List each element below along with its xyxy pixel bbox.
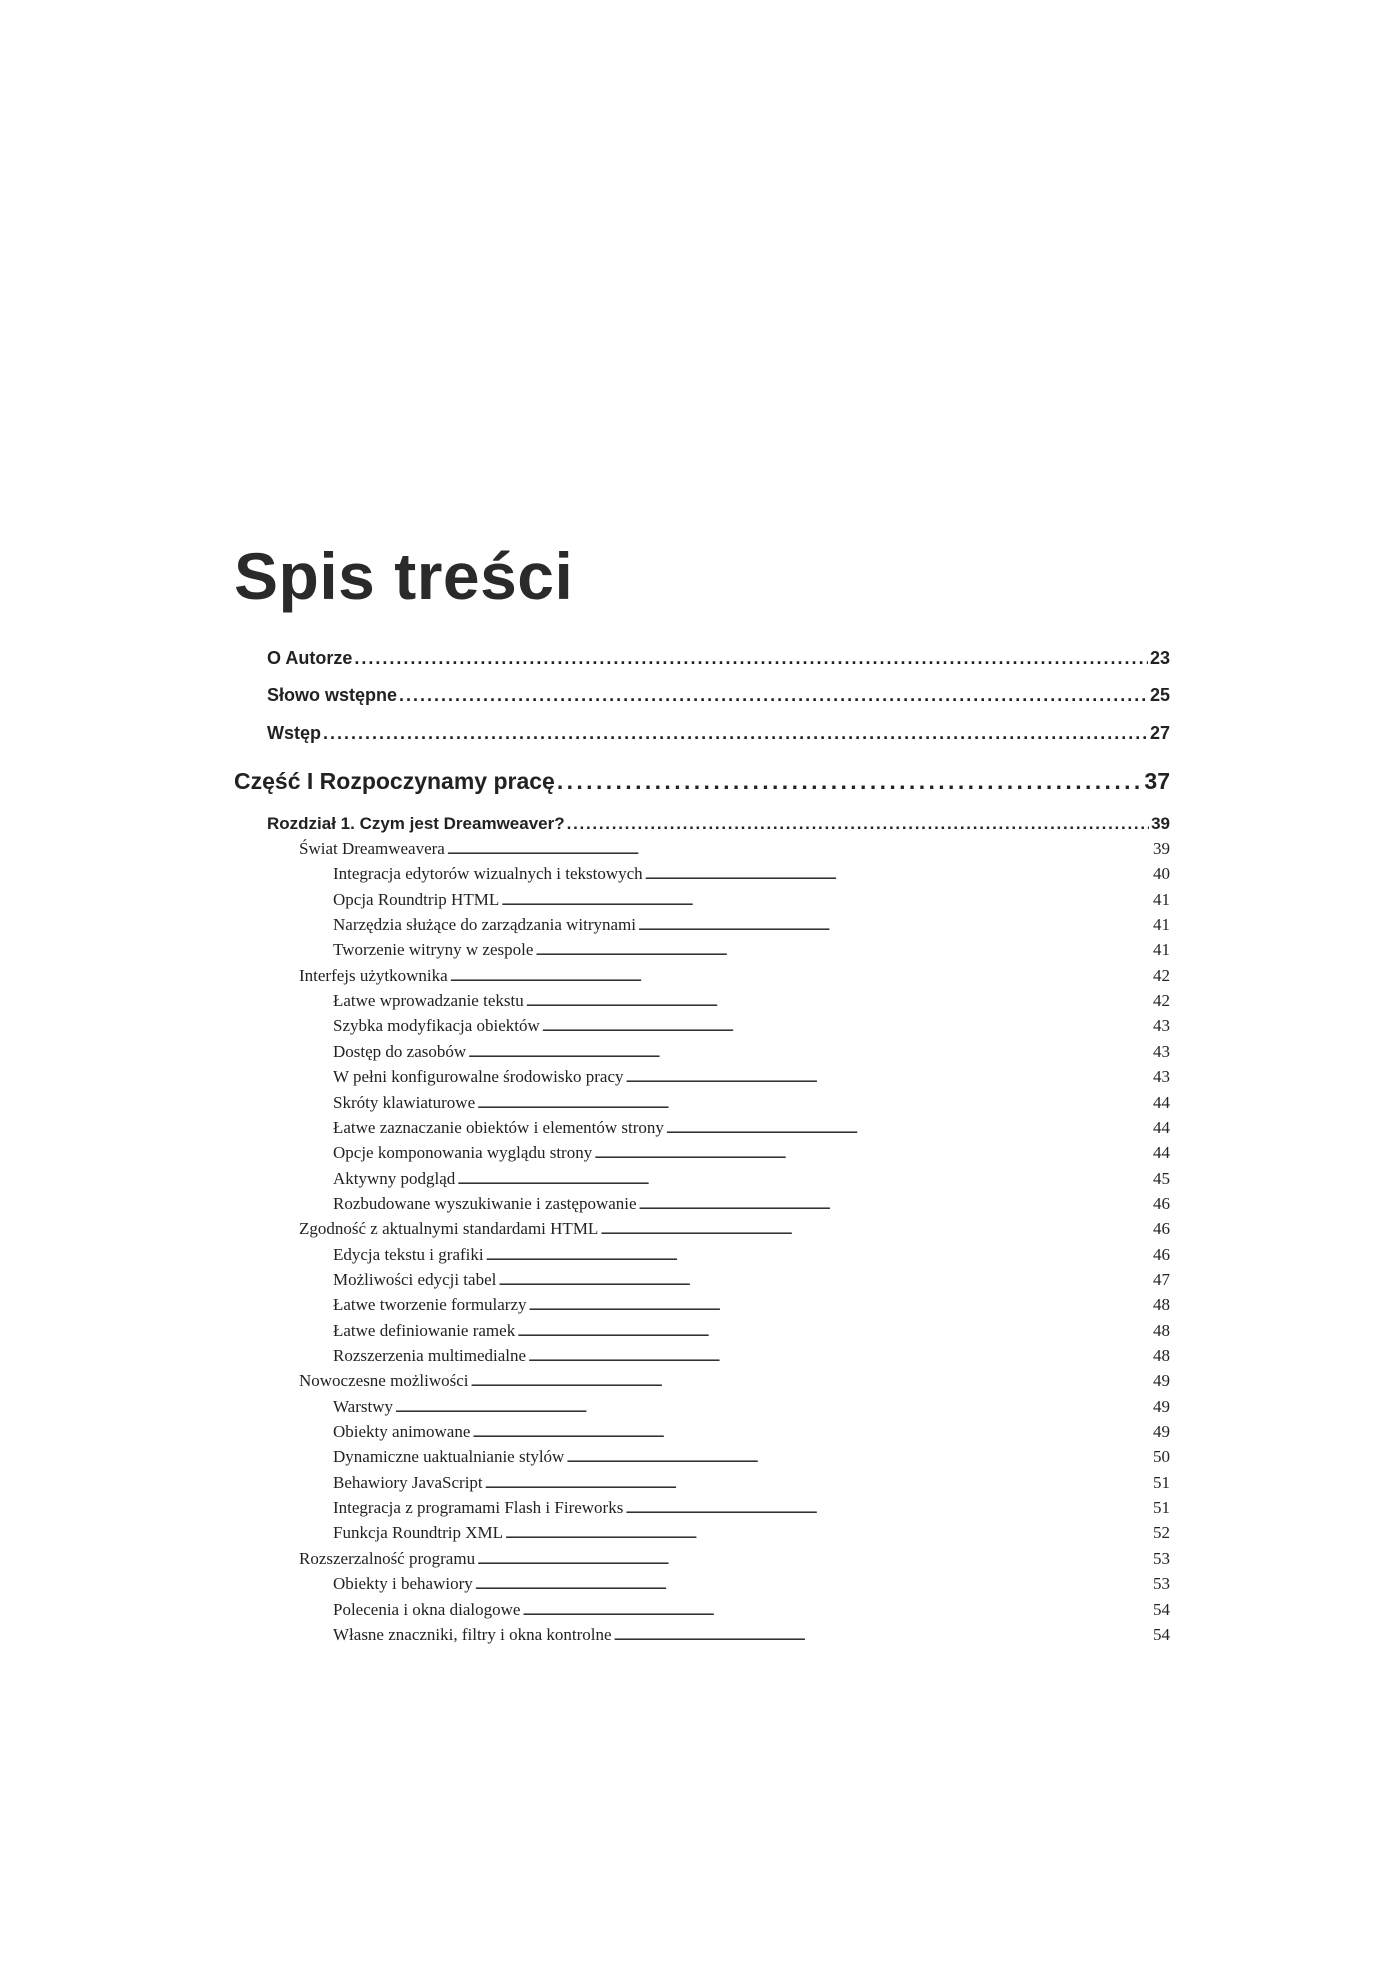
toc-entry-page-number: 27: [1149, 723, 1170, 743]
toc-entry: [333, 912, 1170, 938]
dot-leader: [399, 683, 1148, 707]
toc-entry-page-number: 37: [1144, 768, 1170, 794]
dot-leader: [468, 1041, 1151, 1067]
dot-leader: [517, 1320, 1151, 1346]
toc-entry: [234, 766, 1170, 796]
dot-leader: [535, 939, 1151, 965]
toc-entry-title: Funkcja Roundtrip XML: [333, 1523, 503, 1543]
dot-leader: [447, 838, 1151, 864]
dot-leader: [323, 721, 1148, 745]
dot-leader: [470, 1370, 1151, 1396]
toc-entry: [333, 1520, 1170, 1546]
toc-entry-title: Wstęp: [267, 723, 321, 743]
toc-entry: [333, 1242, 1170, 1268]
toc-entry-title: Szybka modyfikacja obiektów: [333, 1016, 540, 1036]
toc-entry-page-number: 49: [1153, 1396, 1170, 1416]
toc-entry-title: Tworzenie witryny w zespole: [333, 940, 534, 960]
toc-entry-page-number: 51: [1153, 1498, 1170, 1518]
toc-entry-page-number: 40: [1153, 864, 1170, 884]
dot-leader: [557, 766, 1143, 796]
toc-entry: [333, 887, 1170, 913]
toc-entry: [333, 1470, 1170, 1496]
dot-leader: [645, 863, 1151, 889]
dot-leader: [475, 1573, 1151, 1599]
dot-leader: [528, 1345, 1151, 1371]
toc-entry-title: Łatwe tworzenie formularzy: [333, 1295, 527, 1315]
toc-entry-title: Opcje komponowania wyglądu strony: [333, 1143, 593, 1163]
toc-entry: [299, 963, 1170, 989]
toc-entry-page-number: 49: [1153, 1371, 1170, 1391]
dot-leader: [486, 1244, 1151, 1270]
toc-entry-title: Rozdział 1. Czym jest Dreamweaver?: [267, 814, 565, 833]
toc-entry-page-number: 44: [1153, 1117, 1170, 1137]
toc-entry: [333, 1622, 1170, 1648]
toc-entry: [333, 1267, 1170, 1293]
dot-leader: [472, 1421, 1151, 1447]
dot-leader: [395, 1396, 1151, 1422]
toc-entry-page-number: 41: [1153, 889, 1170, 909]
toc-entry-title: W pełni konfigurowalne środowisko pracy: [333, 1067, 624, 1087]
toc-entry: [267, 646, 1170, 670]
toc-entry-title: Rozbudowane wyszukiwanie i zastępowanie: [333, 1193, 637, 1213]
toc-entry-page-number: 54: [1153, 1624, 1170, 1644]
toc-entry-title: Rozszerzalność programu: [299, 1548, 476, 1568]
toc-entry: [333, 1191, 1170, 1217]
dot-leader: [594, 1142, 1151, 1168]
toc-entry: [299, 1546, 1170, 1572]
toc-entry-title: Obiekty i behawiory: [333, 1574, 473, 1594]
toc-entry-page-number: 41: [1153, 940, 1170, 960]
dot-leader: [450, 965, 1151, 991]
dot-leader: [600, 1218, 1151, 1244]
toc-entry: [333, 1013, 1170, 1039]
toc-entry-title: Edycja tekstu i grafiki: [333, 1244, 484, 1264]
toc-entry-title: Polecenia i okna dialogowe: [333, 1599, 521, 1619]
toc-entry-page-number: 46: [1153, 1193, 1170, 1213]
toc-entry: [333, 988, 1170, 1014]
toc-entry-page-number: 43: [1153, 1041, 1170, 1061]
toc-entry-title: Łatwe definiowanie ramek: [333, 1320, 516, 1340]
toc-entry-page-number: 48: [1153, 1346, 1170, 1365]
toc-entry-page-number: 44: [1153, 1092, 1170, 1112]
toc-entry-page-number: 43: [1153, 1067, 1170, 1087]
toc-entry: [333, 1115, 1170, 1141]
toc-entry-page-number: 46: [1153, 1219, 1170, 1239]
toc-entry-page-number: 53: [1153, 1548, 1170, 1568]
toc-entry: [299, 1216, 1170, 1242]
toc-entry-page-number: 42: [1153, 965, 1170, 985]
toc-entry-page-number: 54: [1153, 1599, 1170, 1619]
toc-entry-title: Dynamiczne uaktualnianie stylów: [333, 1447, 565, 1467]
toc-entry: [299, 836, 1170, 862]
toc-entry-page-number: 43: [1153, 1016, 1170, 1036]
toc-entry-title: Integracja z programami Flash i Fireworks: [333, 1498, 624, 1518]
toc-entry: [333, 1419, 1170, 1445]
toc-entry-page-number: 23: [1149, 648, 1170, 668]
toc-entry: [333, 1597, 1170, 1623]
toc-entry: [333, 1140, 1170, 1166]
dot-leader: [638, 914, 1151, 940]
toc-entry: [267, 683, 1170, 707]
toc-entry-title: Warstwy: [333, 1396, 394, 1416]
toc-entry-page-number: 44: [1153, 1143, 1170, 1163]
toc-entry-title: Aktywny podgląd: [333, 1168, 456, 1188]
dot-leader: [477, 1092, 1151, 1118]
toc-entry-title: Możliwości edycji tabel: [333, 1269, 497, 1289]
toc-entry: [333, 1394, 1170, 1420]
toc-entry-title: Integracja edytorów wizualnych i tekstowych: [333, 864, 643, 884]
toc-entry: [267, 721, 1170, 745]
toc-entry-title: Łatwe wprowadzanie tekstu: [333, 991, 524, 1011]
toc-entry-page-number: 52: [1153, 1523, 1170, 1543]
toc-entry-title: Interfejs użytkownika: [299, 965, 448, 985]
dot-leader: [354, 646, 1148, 670]
dot-leader: [505, 1522, 1151, 1548]
toc-entry-page-number: 50: [1153, 1447, 1170, 1467]
dot-leader: [567, 812, 1149, 836]
dot-leader: [477, 1548, 1151, 1574]
dot-leader: [542, 1015, 1151, 1041]
dot-leader: [529, 1294, 1151, 1320]
toc-entry-page-number: 48: [1153, 1295, 1170, 1315]
toc-entry-title: Dostęp do zasobów: [333, 1041, 467, 1061]
toc-entry: [333, 1318, 1170, 1344]
toc-entry: [333, 1064, 1170, 1090]
toc-entry: [333, 1039, 1170, 1065]
toc-entry: [333, 861, 1170, 887]
toc-entry-page-number: 49: [1153, 1422, 1170, 1442]
toc-entry-title: Własne znaczniki, filtry i okna kontrolne: [333, 1624, 612, 1644]
toc-entry-title: Rozszerzenia multimedialne: [333, 1346, 527, 1365]
toc-entry: [333, 1571, 1170, 1597]
toc-entry-page-number: 48: [1153, 1320, 1170, 1340]
dot-leader: [457, 1168, 1151, 1194]
toc-entry: [267, 812, 1170, 836]
toc-entry-title: Świat Dreamweavera: [299, 839, 445, 858]
toc-entry-page-number: 46: [1153, 1244, 1170, 1264]
toc-entry-page-number: 41: [1153, 915, 1170, 935]
toc-entry-page-number: 51: [1153, 1472, 1170, 1492]
toc-entry-page-number: 42: [1153, 991, 1170, 1011]
toc-entry: [333, 1444, 1170, 1470]
dot-leader: [625, 1497, 1151, 1523]
toc-entry-title: Behawiory JavaScript: [333, 1472, 483, 1492]
toc-entry-title: Zgodność z aktualnymi standardami HTML: [299, 1219, 599, 1239]
toc-entry-title: Skróty klawiaturowe: [333, 1092, 476, 1112]
toc-entry-page-number: 53: [1153, 1574, 1170, 1594]
toc-entry-title: O Autorze: [267, 648, 353, 668]
dot-leader: [485, 1472, 1151, 1498]
toc-entry-title: Łatwe zaznaczanie obiektów i elementów strony: [333, 1117, 664, 1137]
dot-leader: [501, 889, 1151, 915]
toc-entry-page-number: 39: [1153, 839, 1170, 858]
dot-leader: [566, 1446, 1151, 1472]
dot-leader: [626, 1066, 1151, 1092]
page-title: Spis treści: [234, 539, 574, 613]
toc-entry: [299, 1368, 1170, 1394]
toc-entry-page-number: 47: [1153, 1269, 1170, 1289]
toc-entry-title: Narzędzia służące do zarządzania witrynami: [333, 915, 636, 935]
dot-leader: [639, 1193, 1151, 1219]
toc-entry: [333, 1090, 1170, 1116]
toc-entry-title: Opcja Roundtrip HTML: [333, 889, 500, 909]
dot-leader: [614, 1624, 1151, 1650]
toc-entry-title: Nowoczesne możliwości: [299, 1371, 469, 1391]
toc-entry: [333, 1343, 1170, 1369]
toc-entry-page-number: 45: [1153, 1168, 1170, 1188]
dot-leader: [526, 990, 1151, 1016]
dot-leader: [522, 1599, 1151, 1625]
toc-entry-title: Część I Rozpoczynamy pracę: [234, 768, 555, 794]
toc-entry-page-number: 39: [1151, 814, 1170, 833]
toc-entry: [333, 1166, 1170, 1192]
toc-entry: [333, 937, 1170, 963]
toc-entry-page-number: 25: [1149, 685, 1170, 705]
dot-leader: [498, 1269, 1151, 1295]
toc-entry-title: Słowo wstępne: [267, 685, 398, 705]
dot-leader: [666, 1117, 1151, 1143]
toc-entry: [333, 1495, 1170, 1521]
toc-entry-title: Obiekty animowane: [333, 1422, 471, 1442]
toc-entry: [333, 1292, 1170, 1318]
